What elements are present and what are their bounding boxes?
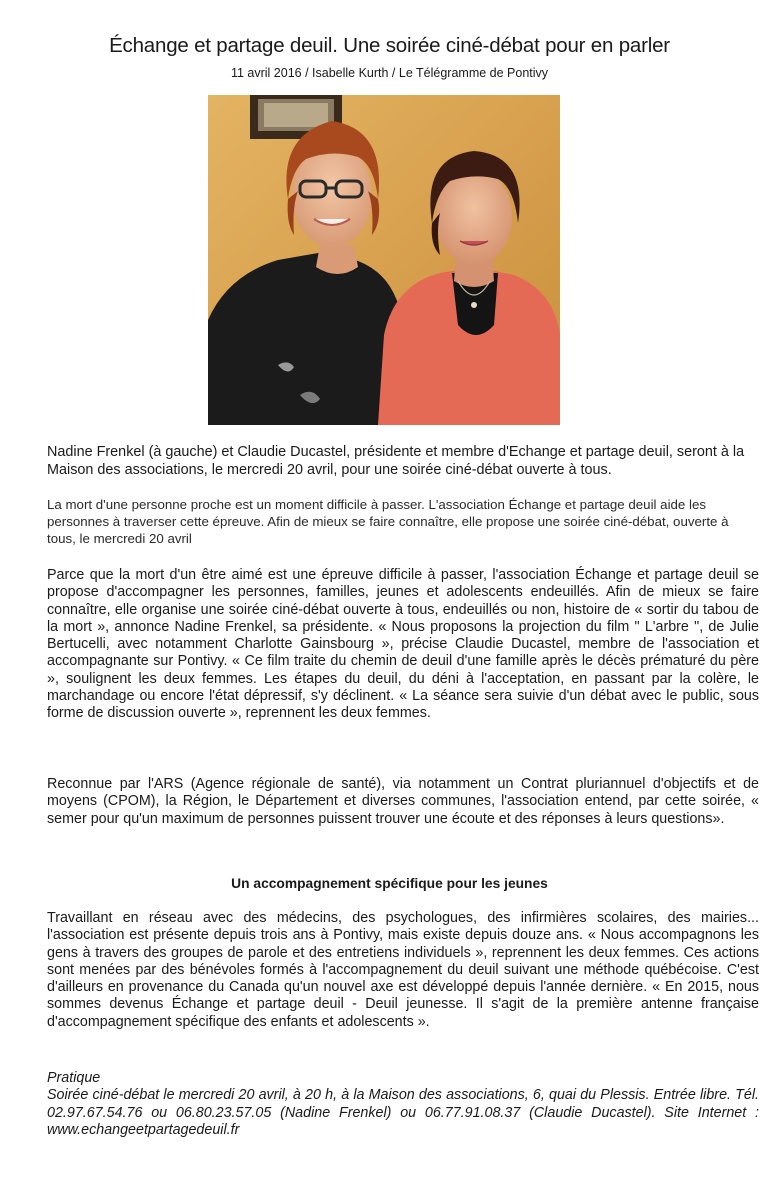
title-rest: Une soirée ciné-débat pour en parler — [343, 34, 670, 57]
article-byline: 11 avril 2016 / Isabelle Kurth / Le Télégramme de Pontivy — [230, 66, 549, 80]
photo-two-women — [208, 95, 560, 425]
article-photo — [208, 95, 560, 425]
article-paragraph-3: Travaillant en réseau avec des médecins, des psychologues, des infirmières scolaires, des mairies... l'association est présente depuis trois ans à Pontivy, mais existe depuis douze ans. « Nous accompagnons les gens à travers des groupes de parole et des entretiens individuels », reprennent les deux femmes. Ces actions sont menées par des bénévoles formés à l'accompagnement du deuil suivant une méthode québécoise. C'est d'ailleurs en provenance du Canada qu'un nouvel axe est développé depuis l'année dernière. « En 2015, nous sommes devenus Échange et partage deuil - Deuil jeunesse. Il s'agit de la première antenne française d'accompagnement spécifique des enfants et adolescents ». — [47, 910, 759, 1030]
practical-label: Pratique — [47, 1070, 101, 1086]
practical-text: Soirée ciné-débat le mercredi 20 avril, à 20 h, à la Maison des associations, 6, quai du Plessis. Entrée libre. Tél. 02.97.67.54.76 ou 06.80.23.57.05 (Nadine Frenkel) ou 06.77.91.08.37 (Claudie Ducastel). Site Internet : www.echangeetpartagedeuil.fr — [47, 1087, 759, 1138]
article-paragraph-2: Reconnue par l'ARS (Agence régionale de santé), via notamment un Contrat pluriannuel d'objectifs et de moyens (CPOM), la Région, le Département et diverses communes, l'association entend, par cette soirée, « semer pour qu'un maximum de personnes puissent trouver une écoute et des réponses à leurs questions». — [47, 776, 759, 827]
article-lead: La mort d'une personne proche est un moment difficile à passer. L'association Échange et partage deuil aide les personnes à traverser cette épreuve. Afin de mieux se faire connaître, elle propose une soirée ciné-débat, ouverte à tous, le mercredi 20 avril — [47, 497, 729, 547]
article-paragraph-1: Parce que la mort d'un être aimé est une épreuve difficile à passer, l'association Échange et partage deuil se propose d'accompagner les personnes, familles, jeunes et adolescents endeuillés. Afin de mieux se faire connaître, elle organise une soirée ciné-débat ouverte à tous, endeuillés ou non, histoire de « sortir du tabou de la mort », annonce Nadine Frenkel, sa présidente. « Nous proposons la projection du film " L'arbre ", de Julie Bertucelli, avec notamment Charlotte Gainsbourg », précise Claudie Ducastel, membre de l'association et accompagnante sur Pontivy. « Ce film traite du chemin de deuil d'une famille après le décès prématuré du père », soulignent les deux femmes. Les étapes du deuil, du déni à l'acceptation, en passant par la colère, le marchandage ou encore l'état dépressif, s'y déclinent. « La séance sera suivie d'un débat avec le public, sous forme de discussion ouverte », reprennent les deux femmes. — [47, 567, 759, 722]
practical-info — [47, 1070, 759, 1139]
photo-caption: Nadine Frenkel (à gauche) et Claudie Ducastel, présidente et membre d'Echange et partage deuil, seront à la Maison des associations, le mercredi 20 avril, pour une soirée ciné-débat ouverte à tous. — [47, 444, 745, 478]
title-main: Échange et partage deuil. — [109, 34, 338, 57]
article-title — [0, 34, 779, 58]
article-subheading: Un accompagnement spécifique pour les jeunes — [231, 876, 548, 891]
